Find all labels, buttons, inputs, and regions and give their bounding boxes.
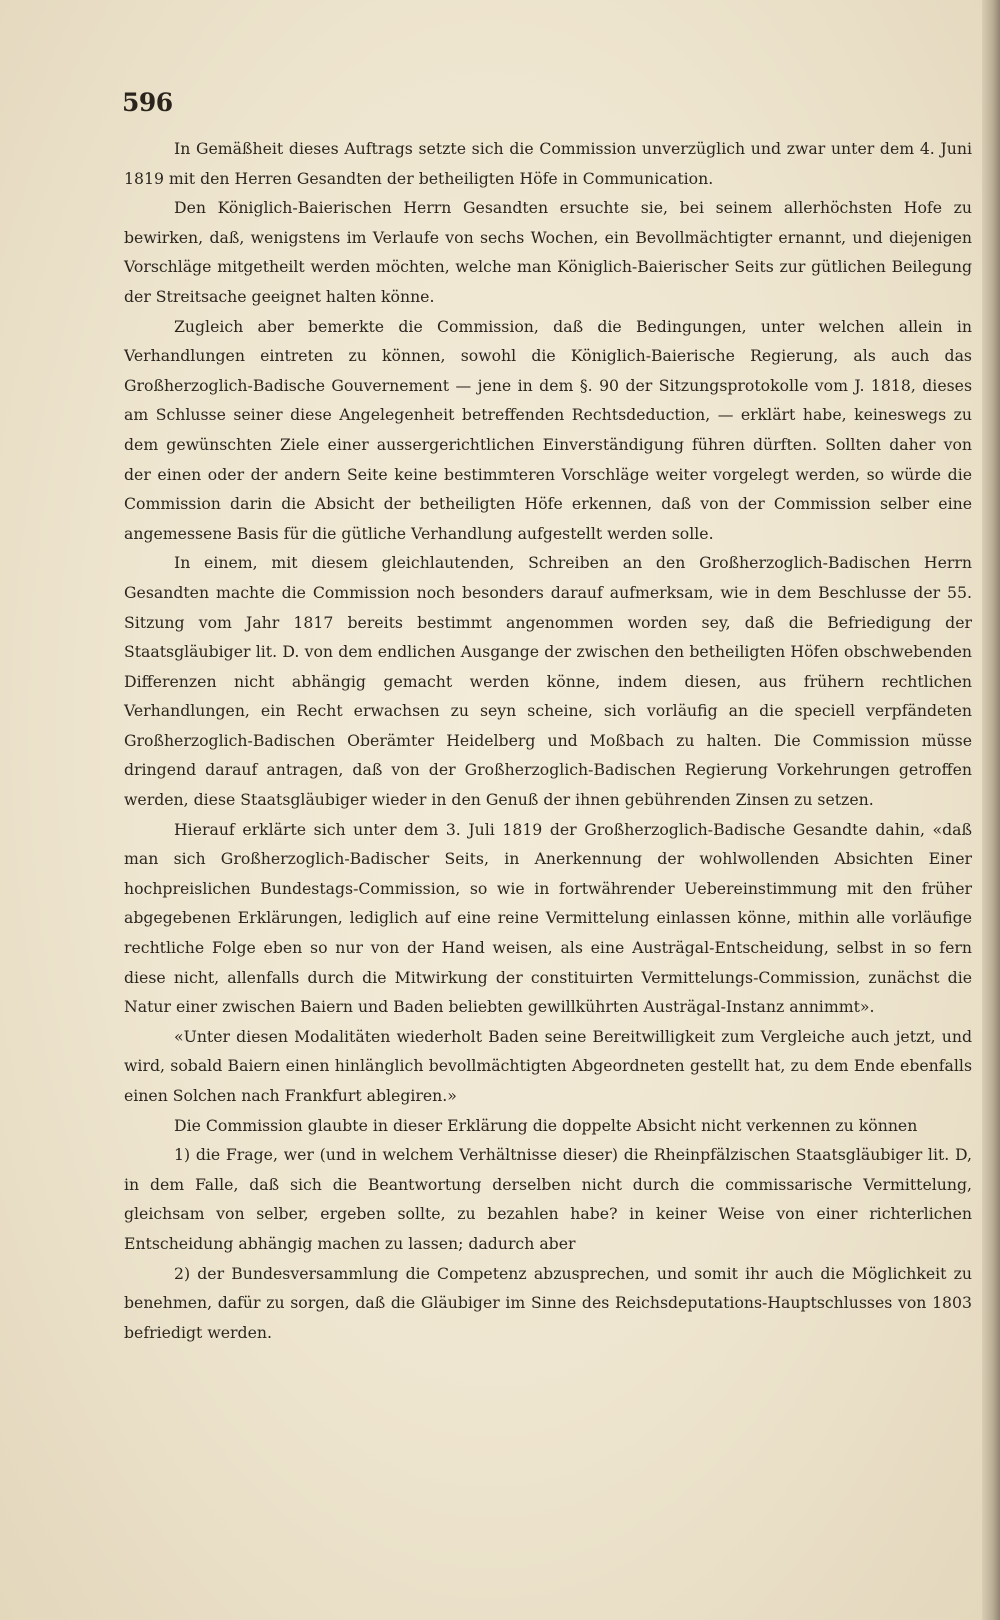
paragraph: «Unter diesen Modalitäten wiederholt Baden seine Bereitwilligkeit zum Vergleiche auch jetzt, und wird, sobald Baiern einen hinlänglich bevollmächtigten Abgeordneten gestellt hat, zu dem Ende ebenfalls einen Solchen nach Frankfurt ablegiren.» (124, 1026, 972, 1105)
paragraph: In einem, mit diesem gleichlautenden, Schreiben an den Großherzoglich-Badischen Herrn Gesandten machte die Commission noch besonders darauf aufmerksam, wie in dem Beschlusse der 55. Sitzung vom Jahr 1817 bereits bestimmt angenommen worden sey, daß die Befriedigung der Staatsgläubiger lit. D. von dem endlichen Ausgange der zwischen den betheiligten Höfen obschwebenden Differenzen nicht abhängig gemacht werden könne, indem diesen, aus frühern rechtlichen Verhandlungen, ein Recht erwachsen zu seyn scheine, sich vorläufig an die speciell verpfändeten Großherzoglich-Badischen Oberämter Heidelberg und Moßbach zu halten. Die Commission müsse dringend darauf antragen, daß von der Großherzoglich-Badischen Regierung Vorkehrungen getroffen werden, diese Staatsgläubiger wieder in den Genuß der ihnen gebührenden Zinsen zu setzen. (124, 553, 972, 810)
paragraph: In Gemäßheit dieses Auftrags setzte sich die Commission unverzüglich und zwar unter dem 4. Juni 1819 mit den Herren Gesandten der betheiligten Höfe in Communication. (124, 139, 972, 188)
paragraph: Den Königlich-Baierischen Herrn Gesandten ersuchte sie, bei seinem allerhöchsten Hofe zu bewirken, daß, wenigstens im Verlaufe von sechs Wochen, ein Bevollmächtigter ernannt, und diejenigen Vorschläge mitgetheilt werden möchten, welche man Königlich-Baierischer Seits zur gütlichen Beilegung der Streitsache geeignet halten könne. (124, 198, 972, 306)
paragraph: Zugleich aber bemerkte die Commission, daß die Bedingungen, unter welchen allein in Verhandlungen eintreten zu können, sowohl die Königlich-Baierische Regierung, als auch das Großherzoglich-Badische Gouvernement — jene in dem §. 90 der Sitzungsprotokolle vom J. 1818, dieses am Schlusse seiner diese Angelegenheit betreffenden Rechtsdeduction, — erklärt habe, keineswegs zu dem gewünschten Ziele einer aussergerichtlichen Einverständigung führen dürften. Sollten daher von der einen oder der andern Seite keine bestimmteren Vorschläge weiter vorgelegt werden, so würde die Commission darin die Absicht der betheiligten Höfe erkennen, daß von der Commission selber eine angemessene Basis für die gütliche Verhandlung aufgestellt werden solle. (124, 316, 972, 543)
page-number: 596 (122, 88, 173, 117)
body-text (124, 134, 972, 1347)
page-edge (982, 0, 1000, 1620)
paragraph: Die Commission glaubte in dieser Erklärung die doppelte Absicht nicht verkennen zu können (174, 1115, 918, 1135)
enumerated-item: 2) der Bundesversammlung die Competenz abzusprechen, und somit ihr auch die Möglichkeit zu benehmen, dafür zu sorgen, daß die Gläubiger im Sinne des Reichsdeputations-Hauptschlusses von 1803 befriedigt werden. (124, 1263, 972, 1342)
enumerated-item: 1) die Frage, wer (und in welchem Verhältnisse dieser) die Rheinpfälzischen Staatsgläubiger lit. D, in dem Falle, daß sich die Beantwortung derselben nicht durch die commissarische Vermittelung, gleichsam von selber, ergeben sollte, zu bezahlen habe? in keiner Weise von einer richterlichen Entscheidung abhängig machen zu lassen; dadurch aber (124, 1145, 972, 1253)
paragraph: Hierauf erklärte sich unter dem 3. Juli 1819 der Großherzoglich-Badische Gesandte dahin, «daß man sich Großherzoglich-Badischer Seits, in Anerkennung der wohlwollenden Absichten Einer hochpreislichen Bundestags-Commission, so wie in fortwährender Uebereinstimmung mit den früher abgegebenen Erklärungen, lediglich auf eine reine Vermittelung einlassen könne, mithin alle vorläufige rechtliche Folge eben so nur von der Hand weisen, als eine Austrägal-Entscheidung, selbst in so fern diese nicht, allenfalls durch die Mitwirkung der constituirten Vermittelungs-Commission, zunächst die Natur einer zwischen Baiern und Baden beliebten gewillkührten Austrägal-Instanz annimmt». (124, 819, 972, 1017)
